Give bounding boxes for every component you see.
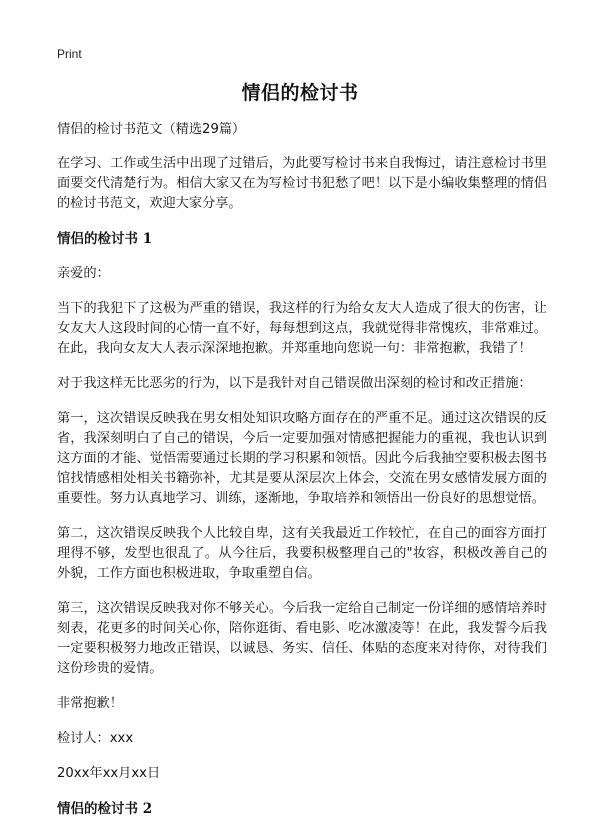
body-paragraph: 第二，这次错误反映我个人比较自卑，这有关我最近工作较忙，在自己的面容方面打理得不够，发型也很乱了。从今往后，我要积极整理自己的"妆容，积极改善自己的外貌，工作方面也积极进取，争取重塑自信。: [57, 526, 547, 581]
document-title: 情侣的检讨书: [241, 82, 359, 104]
body-paragraph: 第三，这次错误反映我对你不够关心。今后我一定给自己制定一份详细的感情培养时刻表，花更多的时间关心你，陪你逛街、看电影、吃冰激凌等！在此，我发誓今后我一定要积极努力地改正错误，以诚恳、务实、信任、体贴的态度来对待你，对待我们这份珍贵的爱情。: [57, 601, 547, 676]
date-line: 20xx年xx月xx日: [57, 766, 161, 781]
body-paragraph: 对于我这样无比恶劣的行为，以下是我针对自己错误做出深刻的检讨和改正措施：: [57, 376, 532, 391]
document-subtitle: 情侣的检讨书范文（精选29篇）: [57, 122, 246, 137]
salutation: 亲爱的：: [57, 266, 110, 281]
closing-line: 非常抱歉！: [57, 696, 123, 711]
print-link[interactable]: Print: [57, 47, 82, 61]
signer-line: 检讨人：xxx: [57, 731, 134, 746]
body-paragraph: 当下的我犯下了这极为严重的错误，我这样的行为给女友大人造成了很大的伤害，让女友大人这段时间的心情一直不好，每每想到这点，我就觉得非常愧疚，非常难过。在此，我向女友大人表示深深地抱歉。并郑重地向您说一句：非常抱歉，我错了！: [57, 301, 547, 356]
section-heading-2: 情侣的检讨书 2: [57, 801, 153, 817]
section-heading-1: 情侣的检讨书 1: [57, 231, 153, 247]
intro-paragraph: 在学习、工作或生活中出现了过错后，为此要写检讨书来自我悔过，请注意检讨书里面要交代清楚行为。相信大家又在为写检讨书犯愁了吧！以下是小编收集整理的情侣的检讨书范文，欢迎大家分享。: [57, 156, 547, 211]
body-paragraph: 第一，这次错误反映我在男女相处知识攻略方面存在的严重不足。通过这次错误的反省，我深刻明白了自己的错误，今后一定要加强对情感把握能力的重视，我也认识到这方面的才能、觉悟需要通过长期的学习积累和领悟。因此今后我抽空要积极去图书馆找情感相处相关书籍弥补，尤其是要从深层次上体会，交流在男女感情发展方面的重要性。努力认真地学习、训练，逐渐地，争取培养和领悟出一份良好的思想觉悟。: [57, 411, 547, 506]
document-body: [57, 120, 547, 834]
